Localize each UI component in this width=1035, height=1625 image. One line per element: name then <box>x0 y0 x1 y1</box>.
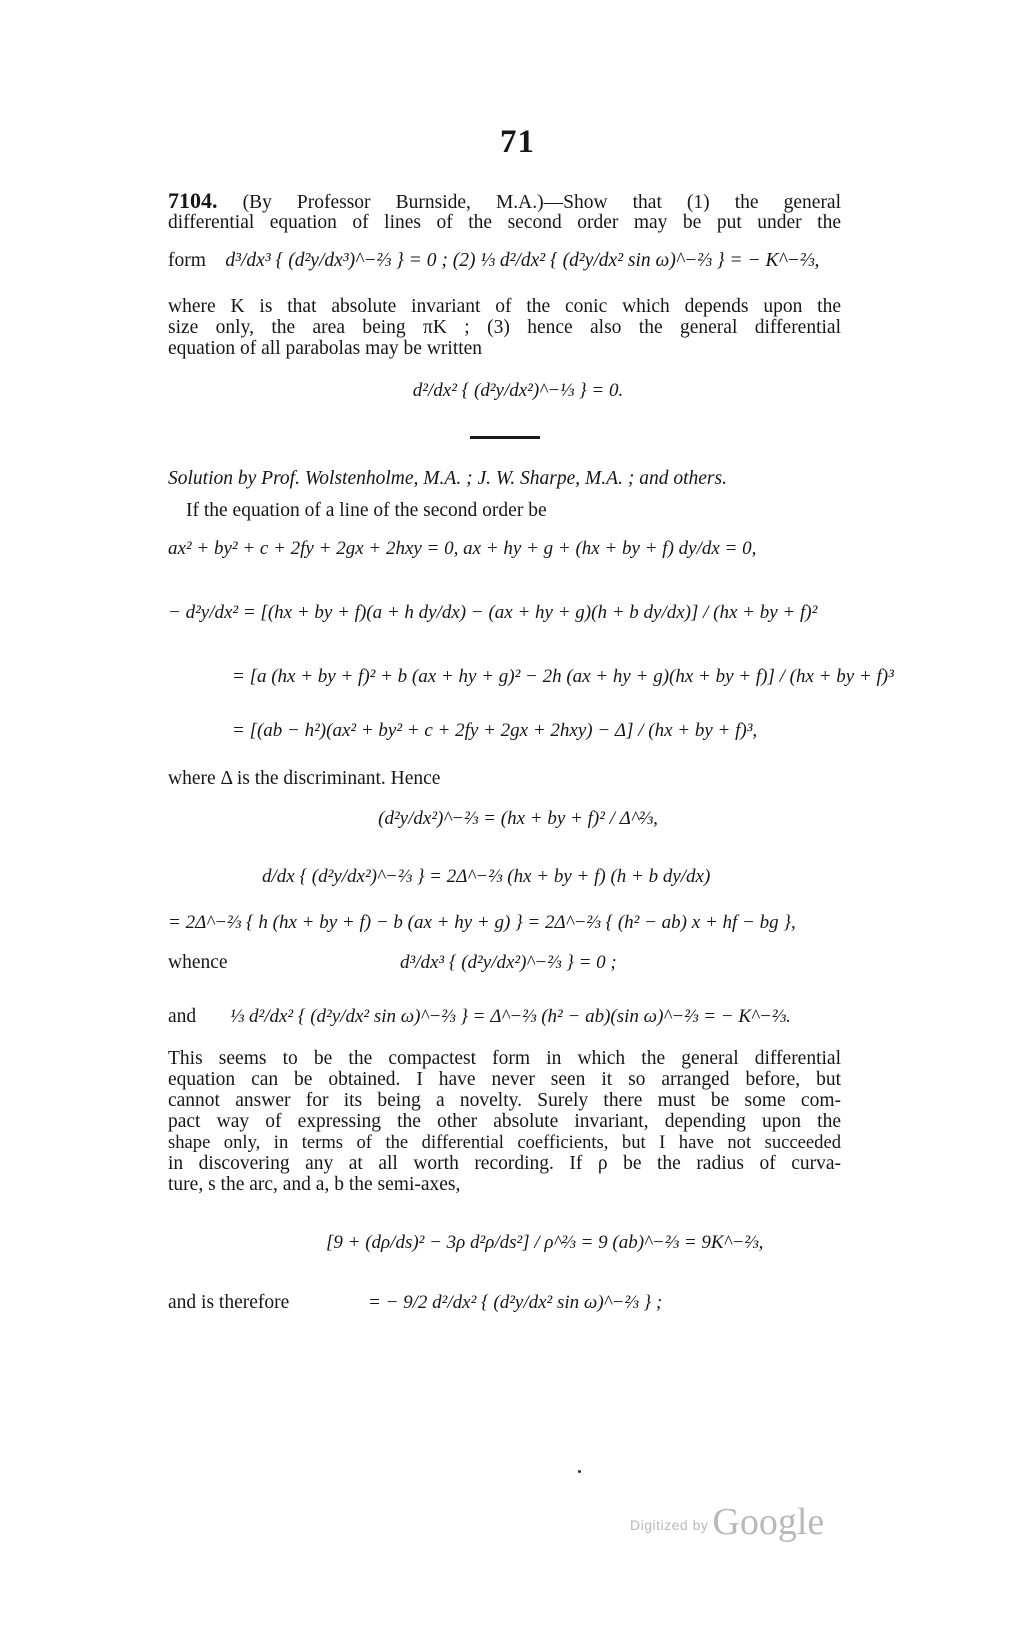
watermark-brand: Google <box>712 1501 825 1543</box>
para-line-5: shape only, in terms of the differential coefficients, but I have not succeeded <box>168 1132 841 1153</box>
para-line-6: in discovering any at all worth recording. If ρ be the radius of curva- <box>168 1153 841 1174</box>
page-number: 71 <box>500 124 535 160</box>
where-line: where Δ is the discriminant. Hence <box>168 768 441 789</box>
form-equation-line <box>168 250 868 272</box>
para-line-3: cannot answer for its being a novelty. Surely there must be some com- <box>168 1090 841 1111</box>
and-label: and <box>168 1006 197 1027</box>
equation-7: = 2Δ^−⅔ { h (hx + by + f) − b (ax + hy + g) } = 2Δ^−⅔ { (h² − ab) x + hf − bg }, <box>168 912 796 933</box>
para-line-2: equation can be obtained. I have never seen it so arranged before, but <box>168 1069 841 1090</box>
equation-6: d/dx { (d²y/dx²)^−⅔ } = 2Δ^−⅔ (hx + by + f) (h + b dy/dx) <box>262 866 711 887</box>
problem-number: 7104. <box>168 188 218 213</box>
problem-line-1 <box>168 190 841 214</box>
problem-line-3: where K is that absolute invariant of the conic which depends upon the <box>168 296 841 317</box>
equation-5: (d²y/dx²)^−⅔ = (hx + by + f)² / Δ^⅔, <box>378 808 658 829</box>
equation-3: = [a (hx + by + f)² + b (ax + hy + g)² − 2h (ax + hy + g)(hx + by + f)] / (hx + by + f)³ <box>232 666 894 687</box>
whence-label: whence <box>168 952 228 973</box>
equation-10: [9 + (dρ/ds)² − 3ρ d²ρ/ds²] / ρ^⅔ = 9 (ab)^−⅔ = 9K^−⅔, <box>326 1232 764 1253</box>
problem-line-5: equation of all parabolas may be written <box>168 338 483 359</box>
equation-4: = [(ab − h²)(ax² + by² + c + 2fy + 2gx + 2hxy) − Δ] / (hx + by + f)³, <box>232 720 758 741</box>
section-divider <box>470 436 540 439</box>
equation-8: d³/dx³ { (d²y/dx²)^−⅔ } = 0 ; <box>400 952 617 973</box>
digitized-watermark <box>630 1500 824 1544</box>
form-label: form <box>168 250 206 271</box>
para-line-7: ture, s the arc, and a, b the semi-axes, <box>168 1174 461 1195</box>
problem-line-4: size only, the area being πK ; (3) hence also the general differential <box>168 317 841 338</box>
problem-text-1: (By Professor Burnside, M.A.)—Show that (1) the general <box>242 192 842 213</box>
equation-2: − d²y/dx² = [(hx + by + f)(a + h dy/dx) − (ax + hy + g)(h + b dy/dx)] / (hx + by + f)² <box>168 602 818 623</box>
solution-intro: If the equation of a line of the second order be <box>186 500 547 521</box>
solution-heading: Solution by Prof. Wolstenholme, M.A. ; J. W. Sharpe, M.A. ; and others. <box>168 468 727 489</box>
para-line-1: This seems to be the compactest form in which the general differential <box>168 1048 841 1069</box>
therefore-label: and is therefore <box>168 1292 290 1313</box>
equation-9: ⅓ d²/dx² { (d²y/dx² sin ω)^−⅔ } = Δ^−⅔ (h² − ab)(sin ω)^−⅔ = − K^−⅔. <box>230 1006 791 1027</box>
watermark-text: Digitized by <box>630 1517 709 1533</box>
problem-line-2: differential equation of lines of the second order may be put under the <box>168 212 841 233</box>
equation-1: ax² + by² + c + 2fy + 2gx + 2hxy = 0, ax + hy + g + (hx + by + f) dy/dx = 0, <box>168 538 757 559</box>
parabola-equation: d²/dx² { (d²y/dx²)^−⅓ } = 0. <box>412 380 624 401</box>
equation-11: = − 9/2 d²/dx² { (d²y/dx² sin ω)^−⅔ } ; <box>368 1292 663 1313</box>
speck <box>578 1470 581 1473</box>
form-equation: d³/dx³ { (d²y/dx³)^−⅔ } = 0 ; (2) ⅓ d²/dx² { (d²y/dx² sin ω)^−⅔ } = − K^−⅔, <box>225 250 820 271</box>
para-line-4: pact way of expressing the other absolute invariant, depending upon the <box>168 1111 841 1132</box>
